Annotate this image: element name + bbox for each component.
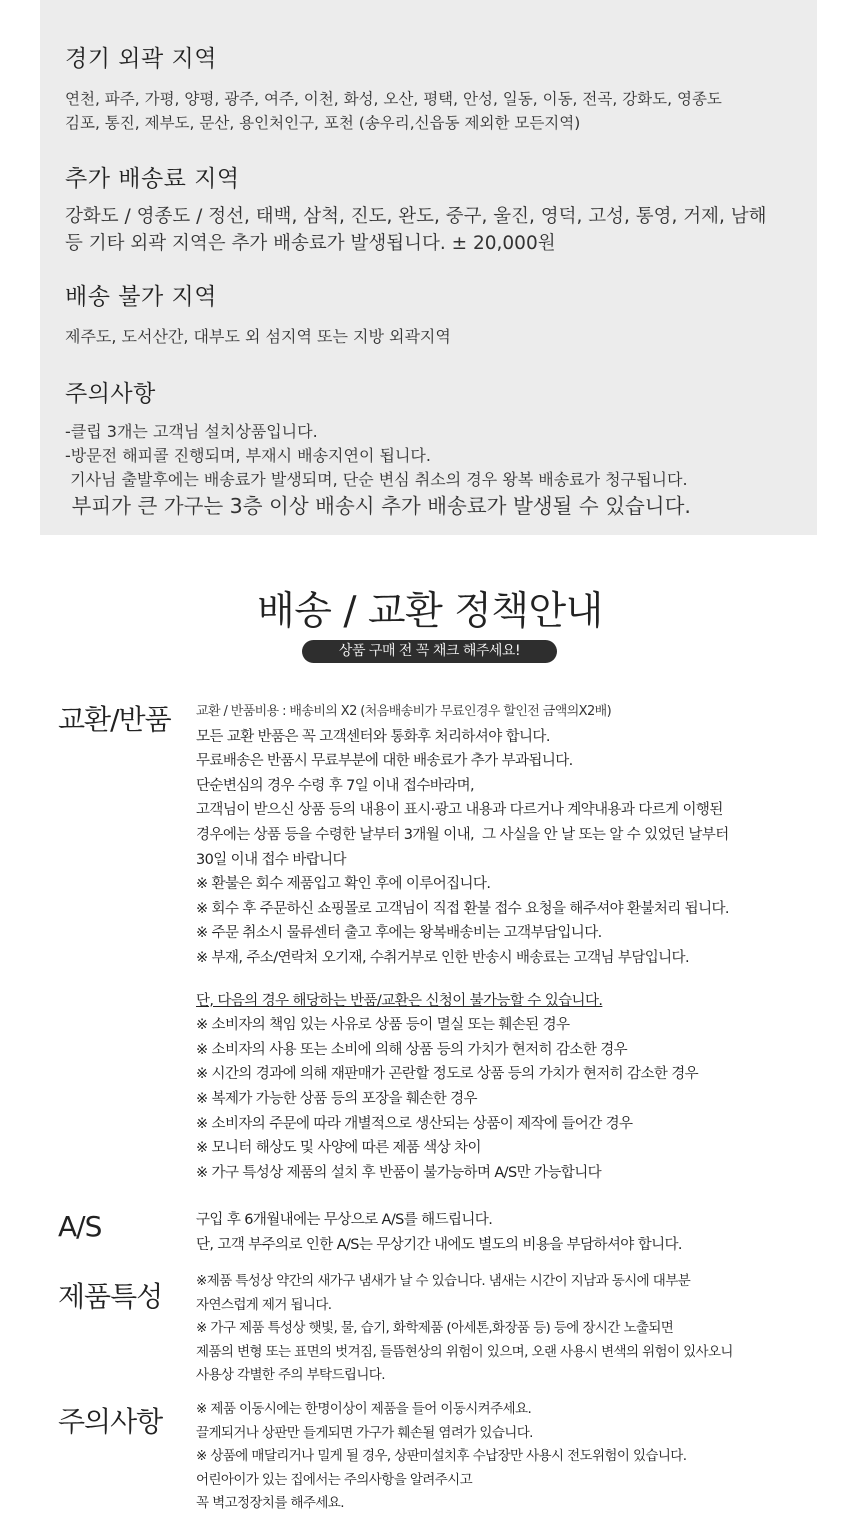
extra-fee-line-2: 등 기타 외곽 지역은 추가 배송료가 발생됩니다. ± 20,000원 [65, 233, 556, 254]
exchange-line: 고객님이 받으신 상품 등의 내용이 표시·광고 내용과 다르거나 계약내용과 다르게 이행된 [196, 802, 723, 819]
exchange-line: 경우에는 상품 등을 수령한 날부터 3개월 이내, 그 사실을 안 날 또는 알 수 있었던 날부터 [196, 826, 729, 843]
product-content [196, 1270, 836, 1388]
spacer [196, 971, 836, 989]
exception-line: ※ 복제가 가능한 상품 등의 포장을 훼손한 경우 [196, 1090, 477, 1107]
exchange-content [196, 700, 836, 1185]
exception-line: ※ 소비자의 사용 또는 소비에 의해 상품 등의 가치가 현저히 감소한 경우 [196, 1041, 628, 1058]
exchange-line: ※ 회수 후 주문하신 쇼핑몰로 고객님이 직접 환불 접수 요청을 해주셔야 환불처리 됩니다. [196, 900, 729, 917]
caution-title: 주의사항 [58, 1405, 163, 1438]
caution-line: 꼭 벽고정장치를 해주세요. [196, 1495, 344, 1512]
top-notice-section [65, 375, 805, 520]
policy-title: 배송 / 교환 정책안내 [257, 589, 603, 634]
top-notice-title: 주의사항 [65, 381, 156, 407]
exception-line: ※ 모니터 해상도 및 사양에 따른 제품 색상 차이 [196, 1140, 481, 1157]
product-line: 제품의 변형 또는 표면의 벗겨짐, 들뜸현상의 위험이 있으며, 오랜 사용시 변색의 위험이 있사오니 [196, 1343, 733, 1360]
product-title: 제품특성 [58, 1280, 163, 1313]
extra-fee-title: 추가 배송료 지역 [65, 166, 240, 192]
top-notice-line-1: -클립 3개는 고객님 설치상품입니다. [65, 422, 318, 441]
exchange-line: 단순변심의 경우 수령 후 7일 이내 접수바라며, [196, 777, 475, 794]
exception-line: ※ 소비자의 주문에 따라 개별적으로 생산되는 상품이 제작에 들어간 경우 [196, 1115, 633, 1132]
exchange-line: ※ 부재, 주소/연락처 오기재, 수취거부로 인한 반송시 배송료는 고객님 부담입니다. [196, 949, 689, 966]
gyeonggi-line-1: 연천, 파주, 가평, 양평, 광주, 여주, 이천, 화성, 오산, 평택, 안성, 일동, 이동, 전곡, 강화도, 영종도 [65, 90, 722, 108]
product-line: ※제품 특성상 약간의 새가구 냄새가 날 수 있습니다. 냄새는 시간이 지남과 동시에 대부분 [196, 1273, 691, 1289]
product-line: 자연스럽게 제거 됩니다. [196, 1296, 332, 1313]
as-content [196, 1208, 836, 1257]
shipping-info-box [40, 0, 817, 535]
exception-line: ※ 가구 특성상 제품의 설치 후 반품이 불가능하며 A/S만 가능합니다 [196, 1164, 602, 1181]
product-line: ※ 가구 제품 특성상 햇빛, 물, 습기, 화학제품 (아세톤,화장품 등) 등에 장시간 노출되면 [196, 1320, 674, 1337]
extra-fee-line-1: 강화도 / 영종도 / 정선, 태백, 삼척, 진도, 완도, 중구, 울진, 영덕, 고성, 통영, 거제, 남해 [65, 206, 767, 227]
exceptions-title: 단, 다음의 경우 해당하는 반품/교환은 신청이 불가능할 수 있습니다. [196, 992, 603, 1009]
gyeonggi-line-2: 김포, 통진, 제부도, 문산, 용인처인구, 포천 (송우리,신읍동 제외한 모든지역) [65, 114, 581, 132]
top-notice-line-3: 기사님 출발후에는 배송료가 발생되며, 단순 변심 취소의 경우 왕복 배송료가 청구됩니다. [65, 470, 688, 489]
caution-line: ※ 상품에 매달리거나 밀게 될 경우, 상판미설치후 수납장만 사용시 전도위험이 있습니다. [196, 1448, 687, 1465]
exception-line: ※ 시간의 경과에 의해 재판매가 곤란할 정도로 상품 등의 가치가 현저히 감소한 경우 [196, 1066, 699, 1083]
top-notice-line-2: -방문전 해피콜 진행되며, 부재시 배송지연이 됩니다. [65, 446, 431, 465]
as-title: A/S [58, 1210, 102, 1243]
exchange-line: ※ 주문 취소시 물류센터 출고 후에는 왕복배송비는 고객부담입니다. [196, 925, 602, 942]
product-line: 사용상 각별한 주의 부탁드립니다. [196, 1367, 385, 1384]
unavailable-title: 배송 불가 지역 [65, 284, 217, 310]
caution-content [196, 1398, 836, 1516]
gyeonggi-section [65, 40, 805, 135]
exchange-line: ※ 환불은 회수 제품입고 확인 후에 이루어집니다. [196, 876, 491, 893]
caution-line: 어린아이가 있는 집에서는 주의사항을 알려주시고 [196, 1471, 473, 1488]
as-line: 구입 후 6개월내에는 무상으로 A/S를 해드립니다. [196, 1212, 493, 1228]
as-line: 단, 고객 부주의로 인한 A/S는 무상기간 내에도 별도의 비용을 부담하셔야 합니다. [196, 1236, 682, 1253]
unavailable-line-1: 제주도, 도서산간, 대부도 외 섬지역 또는 지방 외곽지역 [65, 327, 451, 346]
policy-check-badge: 상품 구매 전 꼭 채크 해주세요! [302, 640, 557, 663]
unavailable-section [65, 278, 805, 349]
caution-line: 끌게되거나 상판만 들게되면 가구가 훼손될 염려가 있습니다. [196, 1424, 533, 1441]
exchange-line: 무료배송은 반품시 무료부분에 대한 배송료가 추가 부과됩니다. [196, 753, 573, 770]
exchange-cost: 교환 / 반품비용 : 배송비의 X2 (처음배송비가 무료인경우 할인전 금액의X2배) [196, 704, 612, 719]
top-notice-line-4: 부피가 큰 가구는 3층 이상 배송시 추가 배송료가 발생될 수 있습니다. [65, 494, 691, 518]
exchange-line: 모든 교환 반품은 꼭 고객센터와 통화후 처리하셔야 합니다. [196, 728, 550, 745]
extra-fee-section [65, 160, 805, 257]
gyeonggi-title: 경기 외곽 지역 [65, 46, 217, 72]
exception-line: ※ 소비자의 책임 있는 사유로 상품 등이 멸실 또는 훼손된 경우 [196, 1017, 570, 1034]
exchange-line: 30일 이내 접수 바랍니다 [196, 851, 346, 868]
caution-line: ※ 제품 이동시에는 한명이상이 제품을 들어 이동시켜주세요. [196, 1401, 532, 1417]
exchange-title: 교환/반품 [58, 703, 171, 736]
